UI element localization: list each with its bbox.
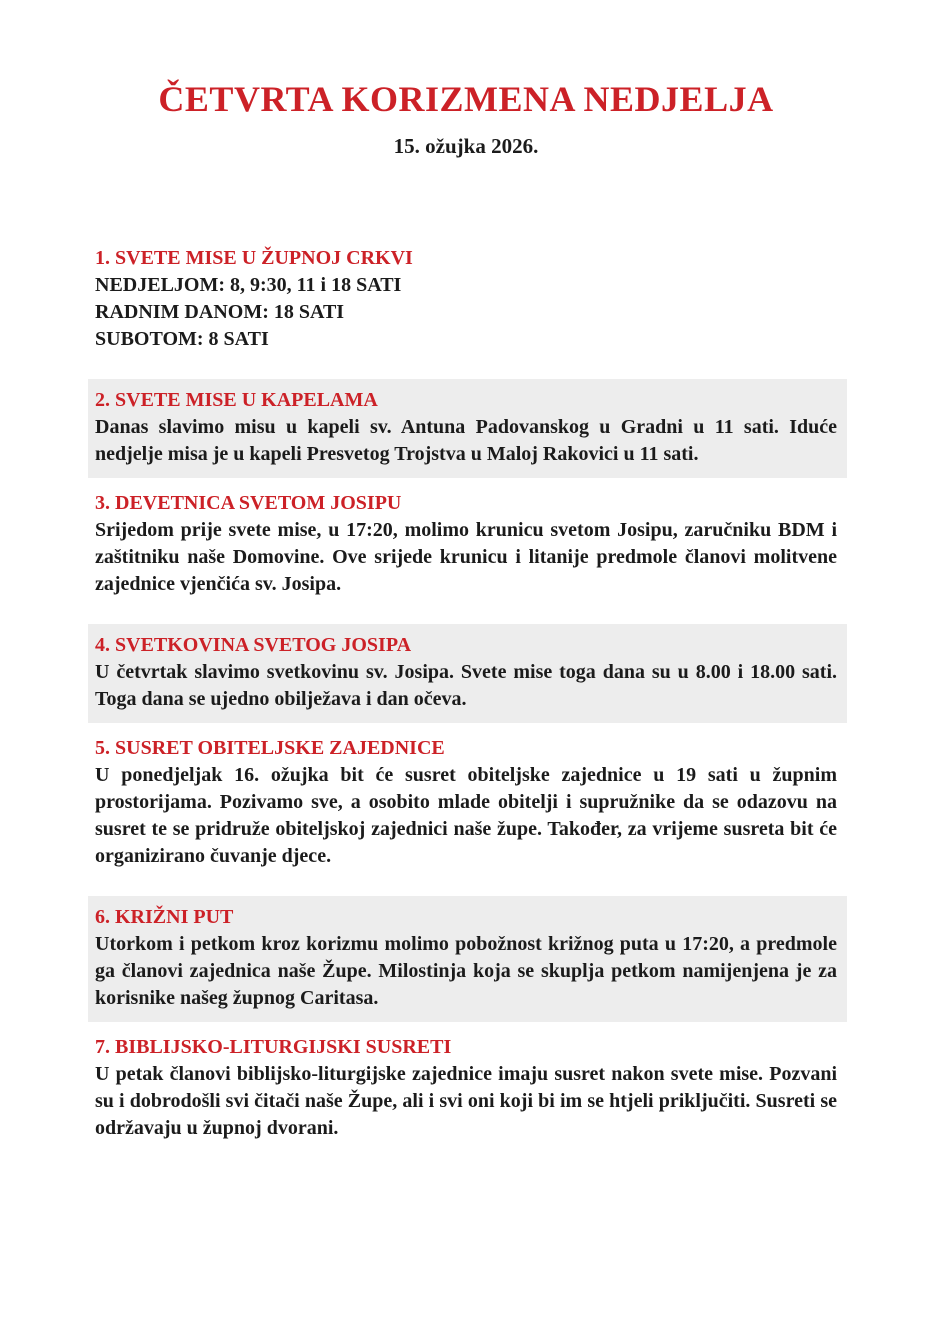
- section-body: Utorkom i petkom kroz korizmu molimo pobožnost križnog puta u 17:20, a predmole ga članovi zajednica naše Župe. Milostinja koja se skuplja petkom namijenjena je za korisnike našeg župnog Caritasa.: [95, 932, 837, 1009]
- mass-time-line: SUBOTOM: 8 SATI: [95, 327, 269, 350]
- section-body: Srijedom prije svete mise, u 17:20, molimo krunicu svetom Josipu, zaručniku BDM i zaštitniku naše Domovine. Ove srijede krunicu i litanije predmole članovi molitvene zajednice vjenčića sv. Josipa.: [95, 518, 837, 595]
- section-biblical-liturgical: [88, 1034, 847, 1142]
- section-heading: 4. SVETKOVINA SVETOG JOSIPA: [95, 633, 412, 656]
- section-heading: 1. SVETE MISE U ŽUPNOJ CRKVI: [95, 246, 413, 269]
- bulletin-content: [88, 245, 847, 1142]
- section-body: U petak članovi biblijsko-liturgijske zajednice imaju susret nakon svete mise. Pozvani su i dobrodošli svi čitači naše Župe, ali i svi oni koji bi im se htjeli priključiti. Susreti se održavaju u župnoj dvorani.: [95, 1062, 837, 1139]
- section-way-of-the-cross: [88, 896, 847, 1022]
- section-mass-times: [88, 245, 847, 353]
- mass-time-line: RADNIM DANOM: 18 SATI: [95, 300, 345, 323]
- section-heading: 2. SVETE MISE U KAPELAMA: [95, 388, 378, 411]
- section-heading: 5. SUSRET OBITELJSKE ZAJEDNICE: [95, 736, 445, 759]
- section-heading: 3. DEVETNICA SVETOM JOSIPU: [95, 491, 402, 514]
- section-heading: 7. BIBLIJSKO-LITURGIJSKI SUSRETI: [95, 1035, 452, 1058]
- page-date: 15. ožujka 2026.: [393, 133, 539, 158]
- section-body: U četvrtak slavimo svetkovinu sv. Josipa. Svete mise toga dana su u 8.00 i 18.00 sati. Toga dana se ujedno obilježava i dan očeva.: [95, 660, 837, 710]
- section-family-meeting: [88, 735, 847, 870]
- section-st-joseph-feast: [88, 624, 847, 723]
- section-chapel-masses: [88, 379, 847, 478]
- page-title: ČETVRTA KORIZMENA NEDJELJA: [158, 79, 774, 119]
- section-novena: [88, 490, 847, 598]
- section-heading: 6. KRIŽNI PUT: [95, 905, 234, 928]
- section-body: U ponedjeljak 16. ožujka bit će susret obiteljske zajednice u 19 sati u župnim prostorijama. Pozivamo sve, a osobito mlade obitelji i supružnike da se odazovu na susret te se pridruže obiteljskoj zajednici naše župe. Također, za vrijeme susreta bit će organizirano čuvanje djece.: [95, 763, 837, 867]
- mass-time-line: NEDJELJOM: 8, 9:30, 11 i 18 SATI: [95, 273, 402, 296]
- section-body: Danas slavimo misu u kapeli sv. Antuna Padovanskog u Gradni u 11 sati. Iduće nedjelje misa je u kapeli Presvetog Trojstva u Maloj Rakovici u 11 sati.: [95, 415, 837, 465]
